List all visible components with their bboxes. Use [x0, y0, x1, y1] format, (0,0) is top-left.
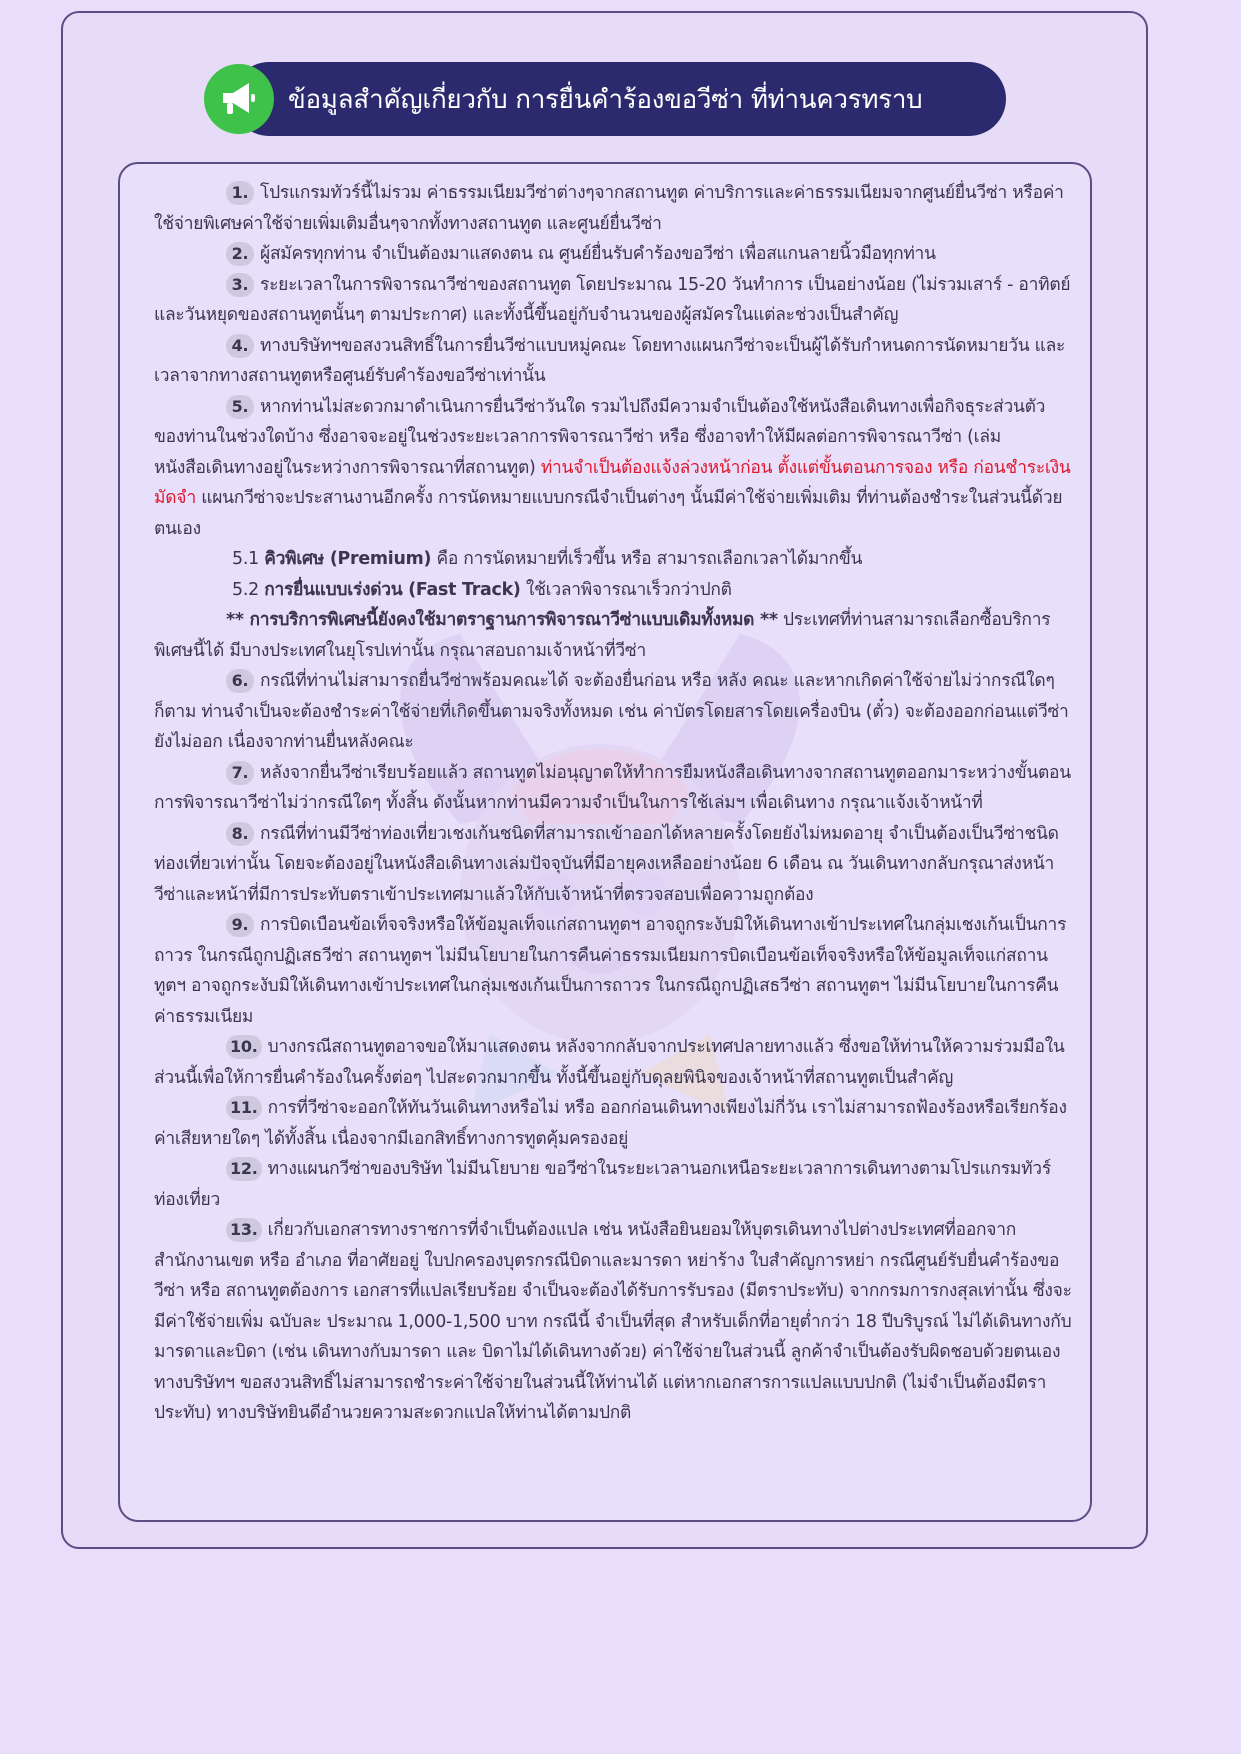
- sub-item: [154, 575, 1072, 606]
- item-number: 1.: [226, 181, 254, 205]
- item-text: หลังจากยื่นวีซ่าเรียบร้อยแล้ว สถานทูตไม่อนุญาตให้ทำการยืมหนังสือเดินทางจากสถานทูตออกมาระหว่างขั้นตอนการพิจารณาวีซ่าไม่ว่ากรณีใดๆ ทั้งสิ้น ดังนั้นหากท่านมีความจำเป็นในการใช้เล่มฯ เพื่อเดินทาง กรุณาแจ้งเจ้าหน้าที่: [154, 762, 1071, 813]
- item-number: 6.: [226, 669, 254, 693]
- list-item: [154, 1093, 1072, 1154]
- sub-text: ใช้เวลาพิจารณาเร็วกว่าปกติ: [520, 579, 732, 600]
- item-number: 2.: [226, 242, 254, 266]
- item-text: การที่วีซ่าจะออกให้ทันวันเดินทางหรือไม่ หรือ ออกก่อนเดินทางเพียงไม่กี่วัน เราไม่สามารถฟ้องร้องหรือเรียกร้องค่าเสียหายใดๆ ได้ทั้งสิ้น เนื่องจากมีเอกสิทธิ์ทางการทูตคุ้มครองอยู่: [154, 1098, 1067, 1149]
- item-text: แผนกวีซ่าจะประสานงานอีกครั้ง การนัดหมายแบบกรณีจำเป็นต่างๆ นั้นมีค่าใช้จ่ายเพิ่มเติม ที่ท่านต้องชำระในส่วนนี้ด้วยตนเอง: [154, 488, 1063, 539]
- item-text: กรณีที่ท่านไม่สามารถยื่นวีซ่าพร้อมคณะได้ จะต้องยื่นก่อน หรือ หลัง คณะ และหากเกิดค่าใช้จ่ายไม่ว่ากรณีใดๆ ก็ตาม ท่านจำเป็นจะต้องชำระค่าใช้จ่ายที่เกิดขึ้นตามจริงทั้งหมด เช่น ค่าบัตรโดยสารโดยเครื่องบิน (ตั๋ว) จะต้องออกก่อนแต่วีซ่ายังไม่ออก เนื่องจากท่านยื่นหลังคณะ: [154, 671, 1069, 752]
- item-number: 12.: [226, 1157, 262, 1181]
- list-item: [154, 666, 1072, 758]
- list-item: [154, 819, 1072, 911]
- sub-number: 5.1: [232, 549, 259, 569]
- item-text: การบิดเบือนข้อเท็จจริงหรือให้ข้อมูลเท็จแก่สถานทูตฯ อาจถูกระงับมิให้เดินทางเข้าประเทศในกลุ่มเชงเก้นเป็นการถาวร ในกรณีถูกปฏิเสธวีซ่า สถานทูตฯ ไม่มีนโยบายในการคืนค่าธรรมเนียมการบิดเบือนข้อเท็จจริงหรือให้ข้อมูลเท็จแก่สถานทูตฯ อาจถูกระงับมิให้เดินทางเข้าประเทศในกลุ่มเชงเก้นเป็นการถาวร ในกรณีถูกปฏิเสธวีซ่า สถานทูตฯ ไม่มีนโยบายในการคืนค่าธรรมเนียม: [154, 915, 1067, 1027]
- item-number: 9.: [226, 913, 254, 937]
- item-text: ทางแผนกวีซ่าของบริษัท ไม่มีนโยบาย ขอวีซ่าในระยะเวลานอกเหนือระยะเวลาการเดินทางตามโปรแกรมทัวร์ ท่องเที่ยว: [154, 1159, 1051, 1210]
- item-text: โปรแกรมทัวร์นี้ไม่รวม ค่าธรรมเนียมวีซ่าต่างๆจากสถานทูต ค่าบริการและค่าธรรมเนียมจากศูนย์ยื่นวีซ่า หรือค่าใช้จ่ายพิเศษค่าใช้จ่ายเพิ่มเติมอื่นๆจากทั้งทางสถานทูต และศูนย์ยื่นวีซ่า: [154, 183, 1064, 234]
- item-number: 8.: [226, 822, 254, 846]
- item-text: ทางบริษัทฯขอสงวนสิทธิ์ในการยื่นวีซ่าแบบหมู่คณะ โดยทางแผนกวีซ่าจะเป็นผู้ได้รับกำหนดการนัดหมายวัน และเวลาจากทางสถานทูตหรือศูนย์รับคำร้องขอวีซ่าเท่านั้น: [154, 335, 1066, 386]
- megaphone-icon: [204, 64, 274, 134]
- item-number: 13.: [226, 1218, 262, 1242]
- item-text: ระยะเวลาในการพิจารณาวีซ่าของสถานทูต โดยประมาณ 15-20 วันทำการ เป็นอย่างน้อย (ไม่รวมเสาร์ - อาทิตย์ และวันหยุดของสถานทูตนั้นๆ ตามประกาศ) และทั้งนี้ขึ้นอยู่กับจำนวนของผู้สมัครในแต่ละช่วงเป็นสำคัญ: [154, 274, 1071, 325]
- list-item: [154, 392, 1072, 545]
- list-item: [154, 331, 1072, 392]
- list-item: [154, 1032, 1072, 1093]
- sub-number: 5.2: [232, 579, 259, 600]
- item-text: ผู้สมัครทุกท่าน จำเป็นต้องมาแสดงตน ณ ศูนย์ยื่นรับคำร้องขอวีซ่า เพื่อสแกนลายนิ้วมือทุกท่าน: [260, 244, 936, 264]
- sub-title: คิวพิเศษ (Premium): [264, 549, 432, 569]
- item-text: กรณีที่ท่านมีวีซ่าท่องเที่ยวเชงเก้นชนิดที่สามารถเข้าออกได้หลายครั้งโดยยังไม่หมดอายุ จำเป็นต้องเป็นวีซ่าชนิดท่องเที่ยวเท่านั้น โดยจะต้องอยู่ในหนังสือเดินทางเล่มปัจจุบันที่มีอายุคงเหลืออย่างน้อย 6 เดือน ณ วันเดินทางกลับกรุณาส่งหน้าวีซ่าและหน้าที่มีการประทับตราเข้าประเทศมาแล้วให้กับเจ้าหน้าที่ตรวจสอบเพื่อความถูกต้อง: [154, 823, 1059, 905]
- sub-text: คือ การนัดหมายที่เร็วขึ้น หรือ สามารถเลือกเวลาได้มากขึ้น: [431, 549, 863, 569]
- list-item: [154, 1154, 1072, 1215]
- item-number: 11.: [226, 1096, 262, 1120]
- list-item: [154, 758, 1072, 819]
- list-item: [154, 1215, 1072, 1429]
- list-item: [154, 910, 1072, 1032]
- note-text: ประเทศที่ท่านสามารถเลือกซื้อบริการพิเศษนี้ได้ มีบางประเทศในยุโรปเท่านั้น กรุณาสอบถามเจ้าหน้าที่วีซ่า: [154, 610, 1051, 661]
- list-item: [154, 270, 1072, 331]
- item-number: 4.: [226, 334, 254, 358]
- item-number: 10.: [226, 1035, 262, 1059]
- page-title: ข้อมูลสำคัญเกี่ยวกับ การยื่นคำร้องขอวีซ่า ที่ท่านควรทราบ: [288, 84, 923, 115]
- item-number: 7.: [226, 761, 254, 785]
- item-text: เกี่ยวกับเอกสารทางราชการที่จำเป็นต้องแปล เช่น หนังสือยินยอมให้บุตรเดินทางไปต่างประเทศที่ออกจากสำนักงานเขต หรือ อำเภอ ที่อาศัยอยู่ ใบปกครองบุตรกรณีบิดาและมารดา หย่าร้าง ใบสำคัญการหย่า กรณีศูนย์รับยื่นคำร้องขอวีซ่า หรือ สถานทูตต้องการ เอกสารที่แปลเรียบร้อย จำเป็นจะต้องได้รับการรับรอง (มีตราประทับ) จากกรมการกงสุลเท่านั้น ซึ่งจะมีค่าใช้จ่ายเพิ่ม ฉบับละ ประมาณ 1,000-1,500 บาท กรณีนี้ จำเป็นที่สุด สำหรับเด็กที่อายุต่ำกว่า 18 ปีบริบูรณ์ ไม่ได้เดินทางกับ มารดาและบิดา (เช่น เดินทางกับมารดา และ บิดาไม่ได้เดินทางด้วย) ค่าใช้จ่ายในส่วนนี้ ลูกค้าจำเป็นต้องรับผิดชอบด้วยตนเอง ทางบริษัทฯ ขอสงวนสิทธิ์ไม่สามารถชำระค่าใช้จ่ายในส่วนนี้ให้ท่านได้ แต่หากเอกสารการแปลแบบปกติ (ไม่จำเป็นต้องมีตราประทับ) ทางบริษัทยินดีอำนวยความสะดวกแปลให้ท่านได้ตามปกติ: [154, 1220, 1072, 1423]
- item-number: 3.: [226, 273, 254, 297]
- sub-title: การยื่นแบบเร่งด่วน (Fast Track): [264, 579, 521, 600]
- conditions-card: [118, 162, 1092, 1522]
- note-item: [154, 605, 1072, 666]
- megaphone-icon-graphic: [217, 79, 261, 119]
- item-number: 5.: [226, 395, 254, 419]
- list-item: [154, 239, 1072, 270]
- conditions-list: [120, 164, 1090, 1429]
- item-text: หากท่านไม่สะดวกมาดำเนินการยื่นวีซ่าวันใด รวมไปถึงมีความจำเป็นต้องใช้หนังสือเดินทางเพื่อกิจธุระส่วนตัวของท่านในช่วงใดบ้าง ซึ่งอาจจะอยู่ในช่วงระยะเวลาการพิจารณาวีซ่า หรือ ซึ่งอาจทำให้มีผลต่อการพิจารณาวีซ่า (เล่มหนังสือเดินทางอยู่ในระหว่างการพิจารณาที่สถานทูต): [154, 396, 1046, 478]
- warning-text: ท่านจำเป็นต้องแจ้งล่วงหน้าก่อน ตั้งแต่ขั้นตอนการจอง หรือ ก่อนชำระเงินมัดจำ: [154, 457, 1071, 508]
- title-banner: [232, 62, 1006, 136]
- note-title: ** การบริการพิเศษนี้ยังคงใช้มาตราฐานการพิจารณาวีซ่าแบบเดิมทั้งหมด **: [226, 610, 778, 630]
- sub-item: [154, 544, 1072, 575]
- item-text: บางกรณีสถานทูตอาจขอให้มาแสดงตน หลังจากกลับจากประเทศปลายทางแล้ว ซึ่งขอให้ท่านให้ความร่วมมือในส่วนนี้เพื่อให้การยื่นคำร้องในครั้งต่อๆ ไปสะดวกมากขึ้น ทั้งนี้ขึ้นอยู่กับดุลยพินิจของเจ้าหน้าที่สถานทูตเป็นสำคัญ: [154, 1037, 1065, 1088]
- list-item: [154, 178, 1072, 239]
